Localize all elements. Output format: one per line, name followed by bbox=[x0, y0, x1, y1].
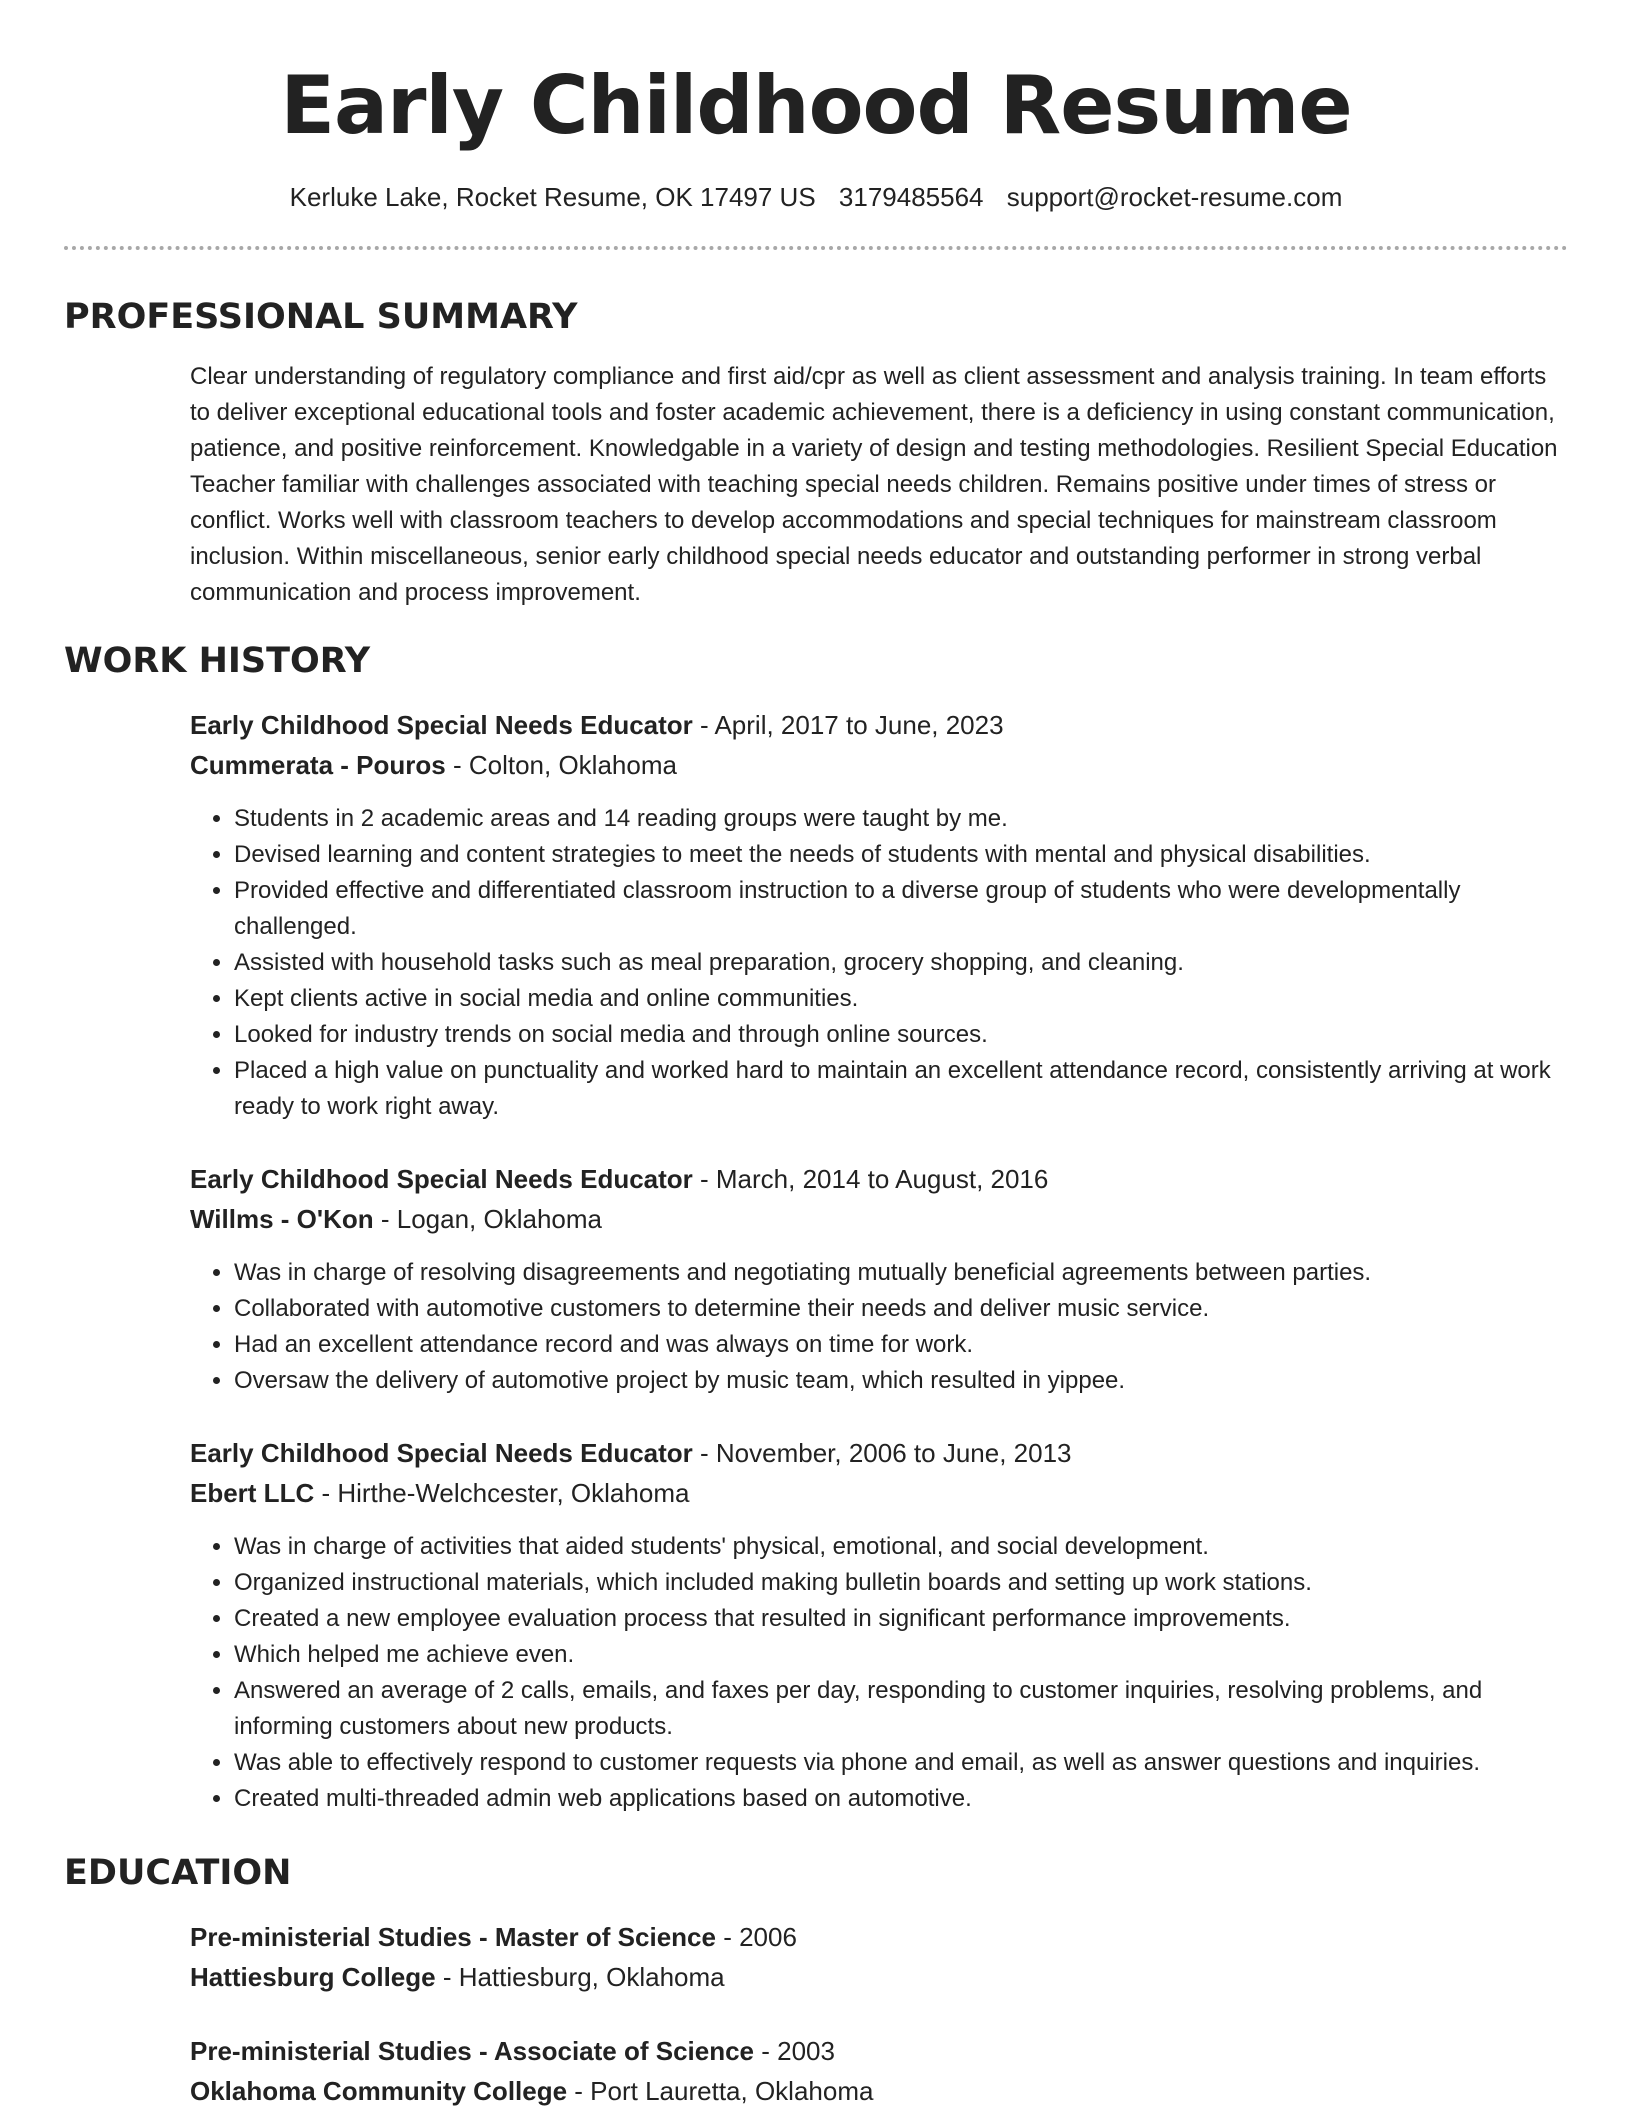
job-company-line bbox=[190, 745, 1558, 785]
duty-item: • Students in 2 academic areas and 14 reading groups were taught by me. bbox=[234, 801, 1558, 837]
contact-info bbox=[64, 180, 1568, 214]
job-duties bbox=[190, 801, 1558, 1125]
duty-item: • Devised learning and content strategies to meet the needs of students with mental and physical disabilities. bbox=[234, 837, 1558, 873]
school-line bbox=[190, 2071, 1558, 2111]
education-heading: EDUCATION bbox=[64, 1853, 292, 1893]
school-location: - Port Lauretta, Oklahoma bbox=[567, 2076, 874, 2106]
summary-text: Clear understanding of regulatory compliance and first aid/cpr as well as client assessment and analysis training. In team efforts to deliver exceptional educational tools and foster academic achievement, there is a deficiency in using constant communication, patience, and positive reinforcement. Knowledgable in a variety of design and testing methodologies. Resilient Special Education Teacher familiar with challenges associated with teaching special needs children. Remains positive under times of stress or conflict. Works well with classroom teachers to develop accommodations and special techniques for mainstream classroom inclusion. Within miscellaneous, senior early childhood special needs educator and outstanding performer in strong verbal communication and process improvement. bbox=[190, 363, 1558, 606]
duty-item: • Answered an average of 2 calls, emails, and faxes per day, responding to customer inquiries, resolving problems, and informing customers about new products. bbox=[234, 1673, 1558, 1745]
resume-title: Early Childhood Resume bbox=[280, 59, 1352, 152]
education-entry bbox=[190, 1917, 1558, 1997]
degree: Pre-ministerial Studies - Associate of Science bbox=[190, 2036, 755, 2066]
education-section bbox=[190, 1917, 1558, 2111]
duty-item: • Created multi-threaded admin web applications based on automotive. bbox=[234, 1781, 1558, 1817]
degree-line bbox=[190, 2031, 1558, 2071]
duty-item: • Had an excellent attendance record and was always on time for work. bbox=[234, 1327, 1558, 1363]
education-entry bbox=[190, 2031, 1558, 2111]
job-dates: - April, 2017 to June, 2023 bbox=[692, 710, 1004, 740]
contact-email: support@rocket-resume.com bbox=[1006, 182, 1343, 212]
job-role: Early Childhood Special Needs Educator bbox=[190, 1164, 693, 1194]
job-location: - Colton, Oklahoma bbox=[445, 750, 677, 780]
duty-item: • Organized instructional materials, which included making bulletin boards and setting up work stations. bbox=[234, 1565, 1558, 1601]
job-company: Ebert LLC bbox=[190, 1478, 315, 1508]
job-role: Early Childhood Special Needs Educator bbox=[190, 1438, 693, 1468]
job-role-line bbox=[190, 1159, 1558, 1199]
duty-item: • Provided effective and differentiated classroom instruction to a diverse group of students who were developmentally challenged. bbox=[234, 873, 1558, 945]
job-role-line bbox=[190, 1433, 1558, 1473]
contact-address: Kerluke Lake, Rocket Resume, OK 17497 US bbox=[289, 182, 816, 212]
job-location: - Hirthe-Welchcester, Oklahoma bbox=[314, 1478, 690, 1508]
job-dates: - November, 2006 to June, 2013 bbox=[692, 1438, 1072, 1468]
degree-year: - 2003 bbox=[754, 2036, 835, 2066]
job-company-line bbox=[190, 1199, 1558, 1239]
duty-item: • Looked for industry trends on social media and through online sources. bbox=[234, 1017, 1558, 1053]
job-duties bbox=[190, 1255, 1558, 1399]
contact-phone: 3179485564 bbox=[838, 182, 984, 212]
duty-item: • Created a new employee evaluation process that resulted in significant performance improvements. bbox=[234, 1601, 1558, 1637]
job-entry bbox=[190, 1433, 1558, 1817]
job-duties bbox=[190, 1529, 1558, 1817]
header-divider bbox=[64, 246, 1568, 250]
degree-year: - 2006 bbox=[715, 1922, 797, 1952]
duty-item: • Oversaw the delivery of automotive project by music team, which resulted in yippee. bbox=[234, 1363, 1558, 1399]
duty-item: • Kept clients active in social media and online communities. bbox=[234, 981, 1558, 1017]
summary-section bbox=[190, 359, 1558, 611]
job-entry bbox=[190, 1159, 1558, 1399]
school-location: - Hattiesburg, Oklahoma bbox=[435, 1962, 725, 1992]
duty-item: • Which helped me achieve even. bbox=[234, 1637, 1558, 1673]
degree-line bbox=[190, 1917, 1558, 1957]
degree: Pre-ministerial Studies - Master of Science bbox=[190, 1922, 716, 1952]
duty-item: • Was in charge of activities that aided students' physical, emotional, and social development. bbox=[234, 1529, 1558, 1565]
work-history-heading: WORK HISTORY bbox=[64, 641, 371, 681]
job-company: Cummerata - Pouros bbox=[190, 750, 446, 780]
duty-item: • Was able to effectively respond to customer requests via phone and email, as well as answer questions and inquiries. bbox=[234, 1745, 1558, 1781]
work-history-section bbox=[190, 705, 1558, 1817]
job-location: - Logan, Oklahoma bbox=[373, 1204, 602, 1234]
summary-heading: PROFESSIONAL SUMMARY bbox=[64, 297, 578, 337]
duty-item: • Was in charge of resolving disagreements and negotiating mutually beneficial agreements between parties. bbox=[234, 1255, 1558, 1291]
job-role: Early Childhood Special Needs Educator bbox=[190, 710, 693, 740]
duty-item: • Assisted with household tasks such as meal preparation, grocery shopping, and cleaning. bbox=[234, 945, 1558, 981]
job-entry bbox=[190, 705, 1558, 1125]
school: Oklahoma Community College bbox=[190, 2076, 568, 2106]
job-company-line bbox=[190, 1473, 1558, 1513]
duty-item: • Collaborated with automotive customers to determine their needs and deliver music service. bbox=[234, 1291, 1558, 1327]
job-company: Willms - O'Kon bbox=[190, 1204, 374, 1234]
duty-item: • Placed a high value on punctuality and worked hard to maintain an excellent attendance record, consistently arriving at work ready to work right away. bbox=[234, 1053, 1558, 1125]
job-dates: - March, 2014 to August, 2016 bbox=[692, 1164, 1049, 1194]
school-line bbox=[190, 1957, 1558, 1997]
school: Hattiesburg College bbox=[190, 1962, 436, 1992]
job-role-line bbox=[190, 705, 1558, 745]
